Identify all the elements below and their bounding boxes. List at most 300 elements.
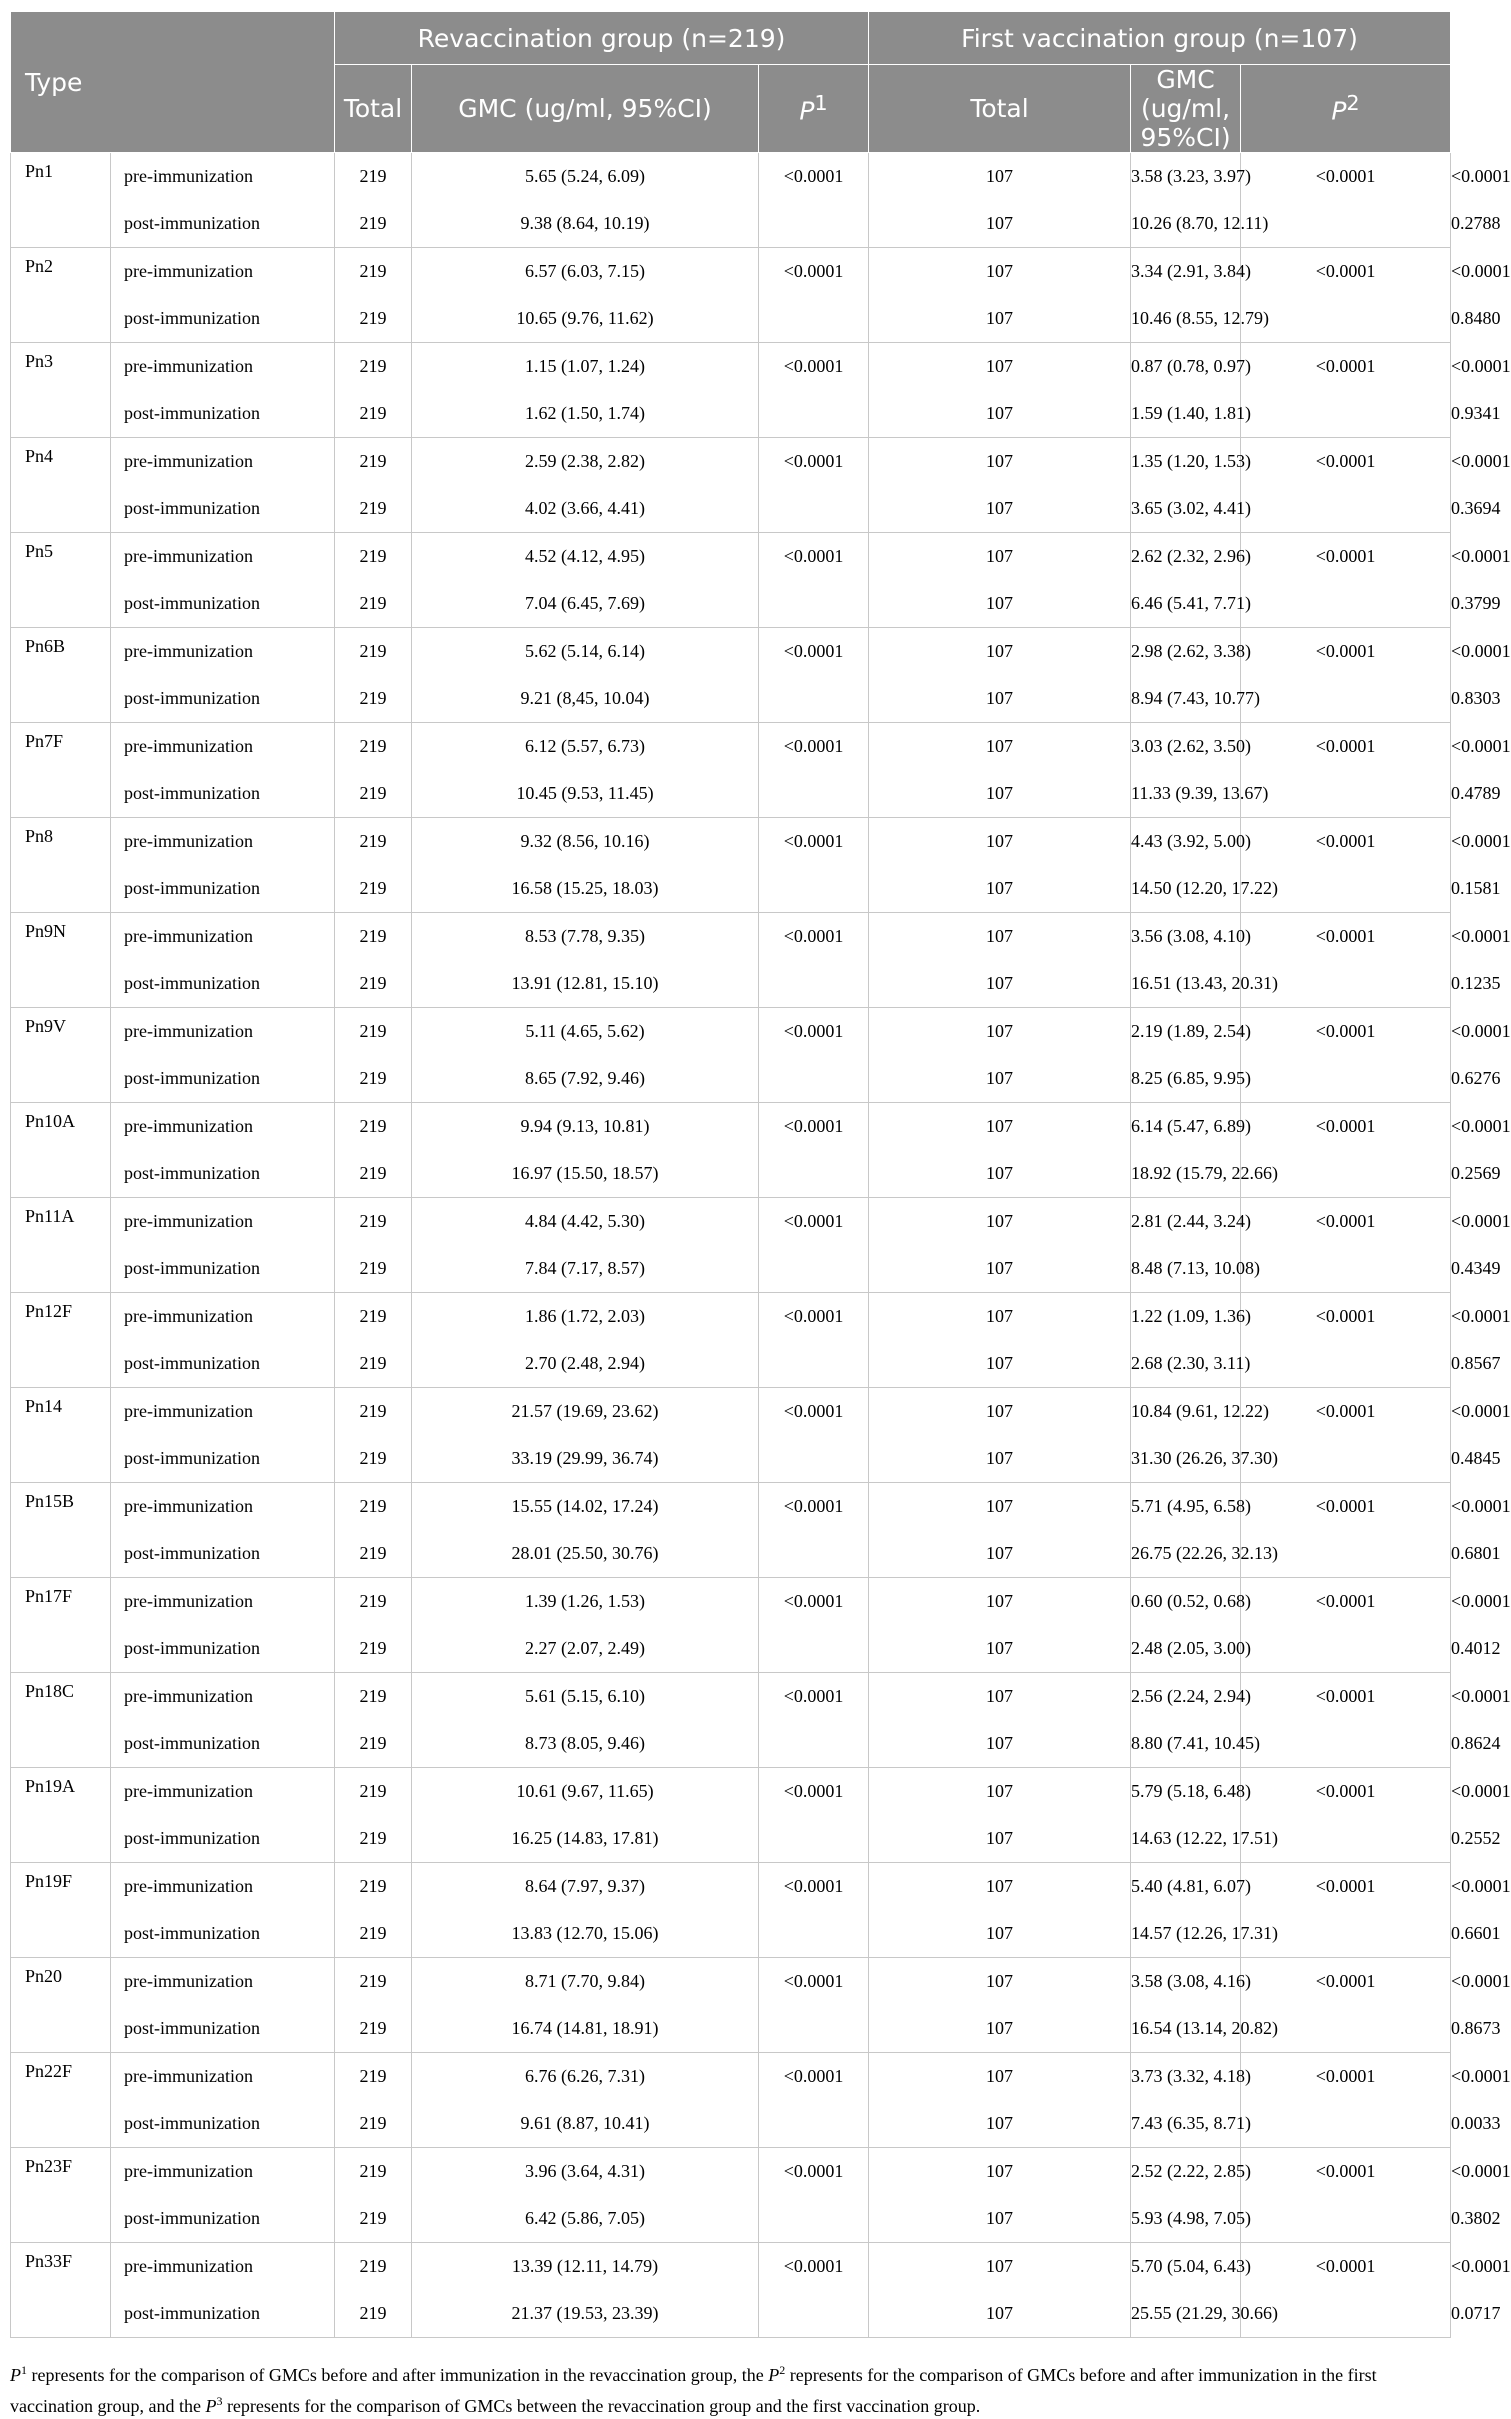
stage-label: pre-immunization <box>111 1198 335 1246</box>
revax-total: 219 <box>335 1578 412 1626</box>
table-row: post-immunization 219 9.38 (8.64, 10.19) 107 10.26 (8.70, 12.11) 0.2788 <box>11 200 1451 248</box>
p1-value: <0.0001 <box>759 1293 869 1388</box>
table-row: post-immunization 219 10.65 (9.76, 11.62) 107 10.46 (8.55, 12.79) 0.8480 <box>11 295 1451 343</box>
revax-gmc: 6.42 (5.86, 7.05) <box>412 2195 759 2243</box>
serotype-label: Pn33F <box>11 2243 111 2338</box>
first-total: 107 <box>869 1245 1131 1293</box>
first-gmc: 16.51 (13.43, 20.31) <box>1131 960 1241 1008</box>
stage-label: post-immunization <box>111 1720 335 1768</box>
stage-label: pre-immunization <box>111 2053 335 2101</box>
revax-total: 219 <box>335 628 412 676</box>
first-total: 107 <box>869 1435 1131 1483</box>
serotype-label: Pn6B <box>11 628 111 723</box>
stage-label: pre-immunization <box>111 913 335 961</box>
first-total: 107 <box>869 1388 1131 1436</box>
p2-value: <0.0001 <box>1241 913 1451 1008</box>
first-gmc: 7.43 (6.35, 8.71) <box>1131 2100 1241 2148</box>
revax-total: 219 <box>335 1055 412 1103</box>
first-total: 107 <box>869 295 1131 343</box>
table-row: post-immunization 219 21.37 (19.53, 23.39) 107 25.55 (21.29, 30.66) 0.0717 <box>11 2290 1451 2338</box>
p2-value: <0.0001 <box>1241 2243 1451 2338</box>
table-row: post-immunization 219 16.97 (15.50, 18.57) 107 18.92 (15.79, 22.66) 0.2569 <box>11 1150 1451 1198</box>
revax-total: 219 <box>335 1720 412 1768</box>
revax-gmc: 8.73 (8.05, 9.46) <box>412 1720 759 1768</box>
p1-value: <0.0001 <box>759 1483 869 1578</box>
revax-gmc: 16.74 (14.81, 18.91) <box>412 2005 759 2053</box>
first-gmc: 2.62 (2.32, 2.96) <box>1131 533 1241 581</box>
stage-label: post-immunization <box>111 1435 335 1483</box>
table-row: post-immunization 219 33.19 (29.99, 36.74) 107 31.30 (26.26, 37.30) 0.4845 <box>11 1435 1451 1483</box>
first-total: 107 <box>869 960 1131 1008</box>
first-gmc: 3.34 (2.91, 3.84) <box>1131 248 1241 296</box>
revax-total: 219 <box>335 1245 412 1293</box>
p1-value: <0.0001 <box>759 1958 869 2053</box>
revax-total: 219 <box>335 200 412 248</box>
revax-gmc: 13.91 (12.81, 15.10) <box>412 960 759 1008</box>
first-gmc: 14.63 (12.22, 17.51) <box>1131 1815 1241 1863</box>
first-gmc: 0.87 (0.78, 0.97) <box>1131 343 1241 391</box>
revax-gmc: 10.61 (9.67, 11.65) <box>412 1768 759 1816</box>
first-total: 107 <box>869 1483 1131 1531</box>
first-total: 107 <box>869 2053 1131 2101</box>
first-total: 107 <box>869 343 1131 391</box>
revax-gmc: 7.84 (7.17, 8.57) <box>412 1245 759 1293</box>
first-gmc: 8.25 (6.85, 9.95) <box>1131 1055 1241 1103</box>
first-gmc: 2.98 (2.62, 3.38) <box>1131 628 1241 676</box>
table-row: Pn15B pre-immunization 219 15.55 (14.02, 17.24) <0.0001 107 5.71 (4.95, 6.58) <0.0001 <0.0001 <box>11 1483 1451 1531</box>
first-total: 107 <box>869 1958 1131 2006</box>
table-row: post-immunization 219 7.04 (6.45, 7.69) 107 6.46 (5.41, 7.71) 0.3799 <box>11 580 1451 628</box>
stage-label: pre-immunization <box>111 1103 335 1151</box>
first-total: 107 <box>869 248 1131 296</box>
first-total: 107 <box>869 1530 1131 1578</box>
table-row: Pn11A pre-immunization 219 4.84 (4.42, 5.30) <0.0001 107 2.81 (2.44, 3.24) <0.0001 <0.0001 <box>11 1198 1451 1246</box>
header-first-gmc: GMC (ug/ml, 95%CI) <box>1131 65 1241 153</box>
serotype-label: Pn12F <box>11 1293 111 1388</box>
first-gmc: 16.54 (13.14, 20.82) <box>1131 2005 1241 2053</box>
revax-gmc: 9.38 (8.64, 10.19) <box>412 200 759 248</box>
stage-label: pre-immunization <box>111 1673 335 1721</box>
first-gmc: 5.79 (5.18, 6.48) <box>1131 1768 1241 1816</box>
first-gmc: 1.35 (1.20, 1.53) <box>1131 438 1241 486</box>
stage-label: post-immunization <box>111 770 335 818</box>
table-row: post-immunization 219 2.27 (2.07, 2.49) 107 2.48 (2.05, 3.00) 0.4012 <box>11 1625 1451 1673</box>
serotype-label: Pn23F <box>11 2148 111 2243</box>
revax-total: 219 <box>335 1103 412 1151</box>
serotype-label: Pn2 <box>11 248 111 343</box>
table-row: post-immunization 219 16.74 (14.81, 18.91) 107 16.54 (13.14, 20.82) 0.8673 <box>11 2005 1451 2053</box>
revax-gmc: 4.02 (3.66, 4.41) <box>412 485 759 533</box>
table-row: Pn6B pre-immunization 219 5.62 (5.14, 6.14) <0.0001 107 2.98 (2.62, 3.38) <0.0001 <0.0001 <box>11 628 1451 676</box>
revax-gmc: 8.71 (7.70, 9.84) <box>412 1958 759 2006</box>
stage-label: pre-immunization <box>111 1293 335 1341</box>
header-revax-total: Total <box>335 65 412 153</box>
revax-total: 219 <box>335 485 412 533</box>
stage-label: pre-immunization <box>111 1863 335 1911</box>
revax-gmc: 8.64 (7.97, 9.37) <box>412 1863 759 1911</box>
table-row: Pn33F pre-immunization 219 13.39 (12.11, 14.79) <0.0001 107 5.70 (5.04, 6.43) <0.0001 <0.0001 <box>11 2243 1451 2291</box>
revax-gmc: 21.37 (19.53, 23.39) <box>412 2290 759 2338</box>
first-total: 107 <box>869 1103 1131 1151</box>
serotype-label: Pn9V <box>11 1008 111 1103</box>
table-row: Pn20 pre-immunization 219 8.71 (7.70, 9.84) <0.0001 107 3.58 (3.08, 4.16) <0.0001 <0.0001 <box>11 1958 1451 2006</box>
p2-value: <0.0001 <box>1241 1768 1451 1863</box>
serotype-label: Pn8 <box>11 818 111 913</box>
table-row: post-immunization 219 1.62 (1.50, 1.74) 107 1.59 (1.40, 1.81) 0.9341 <box>11 390 1451 438</box>
stage-label: pre-immunization <box>111 2243 335 2291</box>
stage-label: pre-immunization <box>111 818 335 866</box>
revax-gmc: 9.32 (8.56, 10.16) <box>412 818 759 866</box>
table-row: Pn9V pre-immunization 219 5.11 (4.65, 5.62) <0.0001 107 2.19 (1.89, 2.54) <0.0001 <0.0001 <box>11 1008 1451 1056</box>
revax-gmc: 9.94 (9.13, 10.81) <box>412 1103 759 1151</box>
first-total: 107 <box>869 200 1131 248</box>
header-p1: $P^1$ <box>759 65 869 153</box>
first-total: 107 <box>869 2195 1131 2243</box>
first-gmc: 5.40 (4.81, 6.07) <box>1131 1863 1241 1911</box>
p1-value: <0.0001 <box>759 913 869 1008</box>
revax-gmc: 16.97 (15.50, 18.57) <box>412 1150 759 1198</box>
revax-gmc: 15.55 (14.02, 17.24) <box>412 1483 759 1531</box>
first-gmc: 10.26 (8.70, 12.11) <box>1131 200 1241 248</box>
p2-value: <0.0001 <box>1241 1198 1451 1293</box>
first-gmc: 1.59 (1.40, 1.81) <box>1131 390 1241 438</box>
stage-label: post-immunization <box>111 2290 335 2338</box>
p2-value: <0.0001 <box>1241 343 1451 438</box>
serotype-label: Pn7F <box>11 723 111 818</box>
p2-value: <0.0001 <box>1241 533 1451 628</box>
first-total: 107 <box>869 533 1131 581</box>
table-row: Pn3 pre-immunization 219 1.15 (1.07, 1.24) <0.0001 107 0.87 (0.78, 0.97) <0.0001 <0.0001 <box>11 343 1451 391</box>
serotype-label: Pn22F <box>11 2053 111 2148</box>
first-total: 107 <box>869 1625 1131 1673</box>
revax-total: 219 <box>335 2243 412 2291</box>
revax-gmc: 5.62 (5.14, 6.14) <box>412 628 759 676</box>
revax-total: 219 <box>335 1625 412 1673</box>
first-gmc: 14.50 (12.20, 17.22) <box>1131 865 1241 913</box>
revax-gmc: 9.21 (8,45, 10.04) <box>412 675 759 723</box>
table-body <box>11 153 1511 2338</box>
header-p2: $P^2$ <box>1241 65 1451 153</box>
first-gmc: 6.46 (5.41, 7.71) <box>1131 580 1241 628</box>
revax-total: 219 <box>335 390 412 438</box>
stage-label: pre-immunization <box>111 533 335 581</box>
stage-label: post-immunization <box>111 1625 335 1673</box>
first-gmc: 2.19 (1.89, 2.54) <box>1131 1008 1241 1056</box>
revax-total: 219 <box>335 865 412 913</box>
p2-value: <0.0001 <box>1241 438 1451 533</box>
revax-gmc: 33.19 (29.99, 36.74) <box>412 1435 759 1483</box>
serotype-label: Pn15B <box>11 1483 111 1578</box>
revax-gmc: 1.62 (1.50, 1.74) <box>412 390 759 438</box>
serotype-label: Pn3 <box>11 343 111 438</box>
first-total: 107 <box>869 438 1131 486</box>
revax-total: 219 <box>335 1768 412 1816</box>
revax-gmc: 8.53 (7.78, 9.35) <box>412 913 759 961</box>
first-total: 107 <box>869 153 1131 201</box>
stage-label: pre-immunization <box>111 343 335 391</box>
first-total: 107 <box>869 390 1131 438</box>
table-row: post-immunization 219 28.01 (25.50, 30.76) 107 26.75 (22.26, 32.13) 0.6801 <box>11 1530 1451 1578</box>
table-row: Pn17F pre-immunization 219 1.39 (1.26, 1.53) <0.0001 107 0.60 (0.52, 0.68) <0.0001 <0.0001 <box>11 1578 1451 1626</box>
revax-gmc: 10.45 (9.53, 11.45) <box>412 770 759 818</box>
revax-total: 219 <box>335 1198 412 1246</box>
first-gmc: 8.94 (7.43, 10.77) <box>1131 675 1241 723</box>
revax-gmc: 13.83 (12.70, 15.06) <box>412 1910 759 1958</box>
first-gmc: 26.75 (22.26, 32.13) <box>1131 1530 1241 1578</box>
p2-value: <0.0001 <box>1241 1008 1451 1103</box>
first-total: 107 <box>869 1293 1131 1341</box>
p2-value: <0.0001 <box>1241 1863 1451 1958</box>
revax-total: 219 <box>335 533 412 581</box>
table-row: post-immunization 219 4.02 (3.66, 4.41) 107 3.65 (3.02, 4.41) 0.3694 <box>11 485 1451 533</box>
revax-total: 219 <box>335 2148 412 2196</box>
revax-total: 219 <box>335 2005 412 2053</box>
p2-value: <0.0001 <box>1241 1103 1451 1198</box>
header-first-vaccination-group: First vaccination group (n=107) <box>869 12 1451 65</box>
table-row: post-immunization 219 9.21 (8,45, 10.04) 107 8.94 (7.43, 10.77) 0.8303 <box>11 675 1451 723</box>
revax-gmc: 1.86 (1.72, 2.03) <box>412 1293 759 1341</box>
first-gmc: 10.84 (9.61, 12.22) <box>1131 1388 1241 1436</box>
first-gmc: 11.33 (9.39, 13.67) <box>1131 770 1241 818</box>
stage-label: pre-immunization <box>111 1958 335 2006</box>
gmc-table <box>10 11 1511 2338</box>
revax-total: 219 <box>335 295 412 343</box>
first-total: 107 <box>869 723 1131 771</box>
serotype-label: Pn11A <box>11 1198 111 1293</box>
table-row: post-immunization 219 13.91 (12.81, 15.10) 107 16.51 (13.43, 20.31) 0.1235 <box>11 960 1451 1008</box>
first-total: 107 <box>869 913 1131 961</box>
table-row: Pn8 pre-immunization 219 9.32 (8.56, 10.16) <0.0001 107 4.43 (3.92, 5.00) <0.0001 <0.0001 <box>11 818 1451 866</box>
serotype-label: Pn14 <box>11 1388 111 1483</box>
table-row: post-immunization 219 9.61 (8.87, 10.41) 107 7.43 (6.35, 8.71) 0.0033 <box>11 2100 1451 2148</box>
table-row: post-immunization 219 8.73 (8.05, 9.46) 107 8.80 (7.41, 10.45) 0.8624 <box>11 1720 1451 1768</box>
revax-gmc: 16.25 (14.83, 17.81) <box>412 1815 759 1863</box>
first-gmc: 3.58 (3.08, 4.16) <box>1131 1958 1241 2006</box>
p1-value: <0.0001 <box>759 818 869 913</box>
first-total: 107 <box>869 2005 1131 2053</box>
p1-value: <0.0001 <box>759 1578 869 1673</box>
p1-value: <0.0001 <box>759 153 869 248</box>
revax-gmc: 8.65 (7.92, 9.46) <box>412 1055 759 1103</box>
revax-gmc: 2.70 (2.48, 2.94) <box>412 1340 759 1388</box>
revax-total: 219 <box>335 1388 412 1436</box>
p1-value: <0.0001 <box>759 1863 869 1958</box>
stage-label: pre-immunization <box>111 1388 335 1436</box>
first-total: 107 <box>869 1815 1131 1863</box>
revax-total: 219 <box>335 1815 412 1863</box>
first-gmc: 8.80 (7.41, 10.45) <box>1131 1720 1241 1768</box>
p1-value: <0.0001 <box>759 2053 869 2148</box>
first-gmc: 2.48 (2.05, 3.00) <box>1131 1625 1241 1673</box>
revax-total: 219 <box>335 1530 412 1578</box>
first-gmc: 18.92 (15.79, 22.66) <box>1131 1150 1241 1198</box>
header-type: Type <box>11 12 335 153</box>
first-total: 107 <box>869 628 1131 676</box>
first-total: 107 <box>869 1673 1131 1721</box>
table-row: post-immunization 219 6.42 (5.86, 7.05) 107 5.93 (4.98, 7.05) 0.3802 <box>11 2195 1451 2243</box>
revax-total: 219 <box>335 723 412 771</box>
revax-total: 219 <box>335 960 412 1008</box>
table-row: post-immunization 219 13.83 (12.70, 15.06) 107 14.57 (12.26, 17.31) 0.6601 <box>11 1910 1451 1958</box>
serotype-label: Pn20 <box>11 1958 111 2053</box>
stage-label: post-immunization <box>111 200 335 248</box>
serotype-label: Pn10A <box>11 1103 111 1198</box>
p1-value: <0.0001 <box>759 1103 869 1198</box>
first-gmc: 5.70 (5.04, 6.43) <box>1131 2243 1241 2291</box>
revax-gmc: 1.15 (1.07, 1.24) <box>412 343 759 391</box>
table-row: Pn5 pre-immunization 219 4.52 (4.12, 4.95) <0.0001 107 2.62 (2.32, 2.96) <0.0001 <0.0001 <box>11 533 1451 581</box>
revax-gmc: 5.65 (5.24, 6.09) <box>412 153 759 201</box>
first-gmc: 2.68 (2.30, 3.11) <box>1131 1340 1241 1388</box>
header-first-total: Total <box>869 65 1131 153</box>
revax-total: 219 <box>335 248 412 296</box>
first-total: 107 <box>869 2148 1131 2196</box>
table-row: Pn14 pre-immunization 219 21.57 (19.69, 23.62) <0.0001 107 10.84 (9.61, 12.22) <0.0001 <0.0001 <box>11 1388 1451 1436</box>
table-row: post-immunization 219 16.25 (14.83, 17.81) 107 14.63 (12.22, 17.51) 0.2552 <box>11 1815 1451 1863</box>
p1-value: <0.0001 <box>759 533 869 628</box>
first-gmc: 0.60 (0.52, 0.68) <box>1131 1578 1241 1626</box>
revax-gmc: 21.57 (19.69, 23.62) <box>412 1388 759 1436</box>
p1-value: <0.0001 <box>759 1198 869 1293</box>
stage-label: post-immunization <box>111 295 335 343</box>
first-gmc: 14.57 (12.26, 17.31) <box>1131 1910 1241 1958</box>
stage-label: post-immunization <box>111 1815 335 1863</box>
first-gmc: 1.22 (1.09, 1.36) <box>1131 1293 1241 1341</box>
first-gmc: 5.71 (4.95, 6.58) <box>1131 1483 1241 1531</box>
header-revax-gmc: GMC (ug/ml, 95%CI) <box>412 65 759 153</box>
revax-gmc: 10.65 (9.76, 11.62) <box>412 295 759 343</box>
revax-gmc: 3.96 (3.64, 4.31) <box>412 2148 759 2196</box>
stage-label: pre-immunization <box>111 438 335 486</box>
stage-label: pre-immunization <box>111 1483 335 1531</box>
revax-total: 219 <box>335 2290 412 2338</box>
stage-label: post-immunization <box>111 1530 335 1578</box>
revax-total: 219 <box>335 2195 412 2243</box>
stage-label: pre-immunization <box>111 1008 335 1056</box>
revax-total: 219 <box>335 818 412 866</box>
stage-label: post-immunization <box>111 390 335 438</box>
p2-value: <0.0001 <box>1241 248 1451 343</box>
stage-label: pre-immunization <box>111 723 335 771</box>
first-total: 107 <box>869 485 1131 533</box>
stage-label: post-immunization <box>111 2195 335 2243</box>
p1-value: <0.0001 <box>759 723 869 818</box>
stage-label: post-immunization <box>111 485 335 533</box>
first-gmc: 2.56 (2.24, 2.94) <box>1131 1673 1241 1721</box>
first-gmc: 3.56 (3.08, 4.10) <box>1131 913 1241 961</box>
p2-value: <0.0001 <box>1241 1673 1451 1768</box>
revax-gmc: 1.39 (1.26, 1.53) <box>412 1578 759 1626</box>
stage-label: post-immunization <box>111 1055 335 1103</box>
first-total: 107 <box>869 675 1131 723</box>
revax-total: 219 <box>335 343 412 391</box>
revax-total: 219 <box>335 1435 412 1483</box>
table-row: Pn2 pre-immunization 219 6.57 (6.03, 7.15) <0.0001 107 3.34 (2.91, 3.84) <0.0001 <0.0001 <box>11 248 1451 296</box>
p2-value: <0.0001 <box>1241 818 1451 913</box>
table-row: Pn23F pre-immunization 219 3.96 (3.64, 4.31) <0.0001 107 2.52 (2.22, 2.85) <0.0001 <0.0001 <box>11 2148 1451 2196</box>
serotype-label: Pn18C <box>11 1673 111 1768</box>
first-total: 107 <box>869 1055 1131 1103</box>
p1-value: <0.0001 <box>759 1388 869 1483</box>
first-total: 107 <box>869 2243 1131 2291</box>
first-total: 107 <box>869 1720 1131 1768</box>
p1-value: <0.0001 <box>759 1008 869 1103</box>
first-total: 107 <box>869 1863 1131 1911</box>
revax-total: 219 <box>335 1150 412 1198</box>
first-total: 107 <box>869 1150 1131 1198</box>
stage-label: pre-immunization <box>111 628 335 676</box>
revax-total: 219 <box>335 770 412 818</box>
first-total: 107 <box>869 580 1131 628</box>
revax-gmc: 4.52 (4.12, 4.95) <box>412 533 759 581</box>
revax-gmc: 7.04 (6.45, 7.69) <box>412 580 759 628</box>
serotype-label: Pn1 <box>11 153 111 248</box>
table-row: Pn9N pre-immunization 219 8.53 (7.78, 9.35) <0.0001 107 3.56 (3.08, 4.10) <0.0001 <0.0001 <box>11 913 1451 961</box>
revax-total: 219 <box>335 1863 412 1911</box>
first-total: 107 <box>869 1578 1131 1626</box>
first-total: 107 <box>869 1340 1131 1388</box>
revax-total: 219 <box>335 1910 412 1958</box>
revax-total: 219 <box>335 913 412 961</box>
revax-total: 219 <box>335 1483 412 1531</box>
first-total: 107 <box>869 865 1131 913</box>
table-row: post-immunization 219 10.45 (9.53, 11.45) 107 11.33 (9.39, 13.67) 0.4789 <box>11 770 1451 818</box>
stage-label: post-immunization <box>111 1245 335 1293</box>
stage-label: pre-immunization <box>111 2148 335 2196</box>
first-gmc: 25.55 (21.29, 30.66) <box>1131 2290 1241 2338</box>
first-gmc: 2.81 (2.44, 3.24) <box>1131 1198 1241 1246</box>
revax-gmc: 9.61 (8.87, 10.41) <box>412 2100 759 2148</box>
table-row: Pn1 pre-immunization 219 5.65 (5.24, 6.09) <0.0001 107 3.58 (3.23, 3.97) <0.0001 <0.0001 <box>11 153 1451 201</box>
stage-label: post-immunization <box>111 1340 335 1388</box>
p1-value: <0.0001 <box>759 248 869 343</box>
stage-label: pre-immunization <box>111 1768 335 1816</box>
revax-gmc: 6.12 (5.57, 6.73) <box>412 723 759 771</box>
revax-gmc: 5.61 (5.15, 6.10) <box>412 1673 759 1721</box>
table-row: Pn4 pre-immunization 219 2.59 (2.38, 2.82) <0.0001 107 1.35 (1.20, 1.53) <0.0001 <0.0001 <box>11 438 1451 486</box>
first-total: 107 <box>869 770 1131 818</box>
stage-label: pre-immunization <box>111 1578 335 1626</box>
p2-value: <0.0001 <box>1241 723 1451 818</box>
table-row: Pn18C pre-immunization 219 5.61 (5.15, 6.10) <0.0001 107 2.56 (2.24, 2.94) <0.0001 <0.0001 <box>11 1673 1451 1721</box>
first-gmc: 8.48 (7.13, 10.08) <box>1131 1245 1241 1293</box>
first-gmc: 3.65 (3.02, 4.41) <box>1131 485 1241 533</box>
serotype-label: Pn17F <box>11 1578 111 1673</box>
p2-value: <0.0001 <box>1241 1578 1451 1673</box>
revax-total: 219 <box>335 1340 412 1388</box>
revax-total: 219 <box>335 1008 412 1056</box>
first-gmc: 4.43 (3.92, 5.00) <box>1131 818 1241 866</box>
table-row: post-immunization 219 8.65 (7.92, 9.46) 107 8.25 (6.85, 9.95) 0.6276 <box>11 1055 1451 1103</box>
p1-value: <0.0001 <box>759 628 869 723</box>
p1-value: <0.0001 <box>759 2243 869 2338</box>
first-gmc: 5.93 (4.98, 7.05) <box>1131 2195 1241 2243</box>
stage-label: post-immunization <box>111 2005 335 2053</box>
table-row: post-immunization 219 7.84 (7.17, 8.57) 107 8.48 (7.13, 10.08) 0.4349 <box>11 1245 1451 1293</box>
revax-total: 219 <box>335 1673 412 1721</box>
p2-value: <0.0001 <box>1241 1958 1451 2053</box>
p2-value: <0.0001 <box>1241 628 1451 723</box>
stage-label: post-immunization <box>111 1150 335 1198</box>
serotype-label: Pn5 <box>11 533 111 628</box>
serotype-label: Pn19A <box>11 1768 111 1863</box>
first-total: 107 <box>869 818 1131 866</box>
revax-gmc: 2.27 (2.07, 2.49) <box>412 1625 759 1673</box>
revax-gmc: 6.76 (6.26, 7.31) <box>412 2053 759 2101</box>
stage-label: post-immunization <box>111 580 335 628</box>
table-row: Pn12F pre-immunization 219 1.86 (1.72, 2.03) <0.0001 107 1.22 (1.09, 1.36) <0.0001 <0.0001 <box>11 1293 1451 1341</box>
revax-gmc: 2.59 (2.38, 2.82) <box>412 438 759 486</box>
